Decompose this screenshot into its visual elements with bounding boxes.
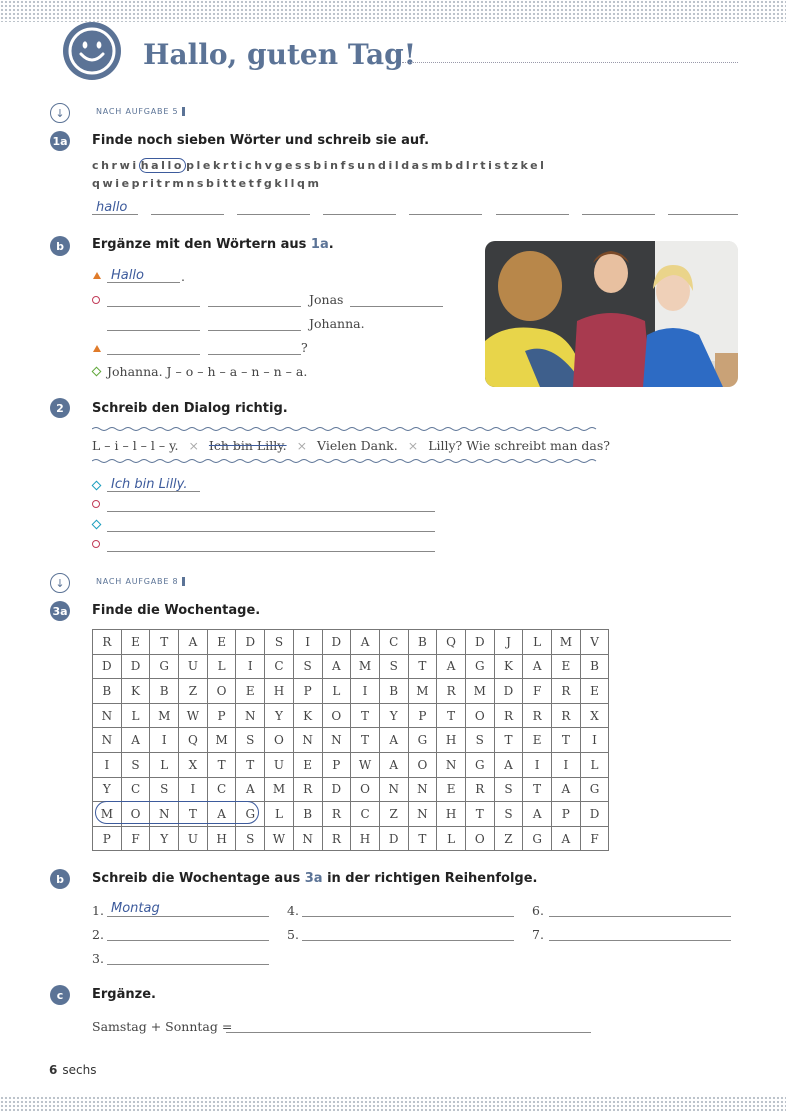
grid-cell[interactable]: I — [351, 679, 380, 704]
grid-cell[interactable]: N — [93, 728, 122, 753]
grid-cell[interactable]: I — [552, 752, 581, 777]
diamond-marker-icon — [92, 367, 102, 377]
answer-line[interactable] — [107, 551, 435, 552]
grid-cell[interactable]: N — [437, 752, 466, 777]
grid-cell[interactable]: E — [207, 630, 236, 655]
answer-line[interactable] — [107, 306, 200, 307]
grid-cell[interactable]: T — [408, 654, 437, 679]
circle-marker-icon — [92, 296, 100, 304]
grid-cell[interactable]: P — [293, 679, 322, 704]
grid-cell[interactable]: A — [437, 654, 466, 679]
grid-cell[interactable]: H — [207, 826, 236, 851]
circle-marker-icon — [92, 500, 100, 508]
answer-line[interactable] — [107, 531, 435, 532]
grid-cell[interactable]: I — [523, 752, 552, 777]
grid-cell[interactable]: T — [207, 752, 236, 777]
exercise-badge-3c: c — [50, 985, 70, 1005]
smiley-icon — [63, 22, 121, 80]
grid-cell[interactable]: A — [379, 752, 408, 777]
nach-aufgabe-label: NACH AUFGABE 8 — [96, 577, 185, 586]
page-number-word: sechs — [62, 1063, 97, 1077]
grid-cell[interactable]: K — [293, 703, 322, 728]
answer-line[interactable] — [582, 214, 655, 215]
letters-post: plekrtichvgessbinfsundildasmbdlrtistzkel — [186, 159, 547, 172]
grid-cell[interactable]: F — [523, 679, 552, 704]
instr-ref: 1a — [310, 237, 329, 252]
answer-line[interactable] — [549, 940, 731, 941]
grid-row — [93, 826, 609, 851]
grid-cell[interactable]: Z — [179, 679, 208, 704]
grid-cell[interactable]: Z — [379, 802, 408, 827]
grid-cell[interactable]: T — [437, 703, 466, 728]
grid-cell[interactable]: E — [437, 777, 466, 802]
grid-cell[interactable]: A — [207, 802, 236, 827]
spelling-line: Johanna. J – o – h – a – n – n – a. — [107, 364, 308, 379]
exercise-badge-3b: b — [50, 869, 70, 889]
answer-line[interactable] — [107, 511, 435, 512]
formula-text: Samstag + Sonntag = — [92, 1019, 233, 1034]
answer-1a-first: hallo — [96, 200, 128, 215]
grid-cell[interactable]: D — [379, 826, 408, 851]
grid-cell[interactable]: R — [322, 802, 351, 827]
grid-cell[interactable]: N — [322, 728, 351, 753]
grid-cell[interactable]: P — [322, 752, 351, 777]
answer-line[interactable] — [107, 330, 200, 331]
diamond-marker-icon — [92, 481, 102, 491]
grid-cell[interactable]: F — [121, 826, 150, 851]
grid-cell[interactable]: L — [150, 752, 179, 777]
grid-cell[interactable]: A — [322, 654, 351, 679]
circled-word-montag — [95, 801, 259, 824]
grid-cell[interactable]: A — [552, 777, 581, 802]
grid-cell[interactable]: S — [121, 752, 150, 777]
grid-cell[interactable]: E — [293, 752, 322, 777]
answer-2-first: Ich bin Lilly. — [111, 477, 188, 492]
grid-cell[interactable]: M — [265, 777, 294, 802]
grid-cell[interactable]: T — [236, 752, 265, 777]
grid-cell[interactable]: T — [351, 703, 380, 728]
grid-cell[interactable]: D — [465, 630, 494, 655]
grid-cell[interactable]: S — [494, 777, 523, 802]
separator-x-icon: × — [188, 438, 199, 453]
grid-cell[interactable]: G — [580, 777, 609, 802]
grid-cell[interactable]: R — [552, 703, 581, 728]
grid-cell[interactable]: A — [351, 630, 380, 655]
answer-line[interactable] — [208, 354, 301, 355]
diamond-marker-icon — [92, 520, 102, 530]
top-dot-band — [0, 0, 786, 22]
grid-cell[interactable]: C — [265, 654, 294, 679]
grid-cell[interactable]: N — [150, 802, 179, 827]
grid-cell[interactable]: T — [150, 630, 179, 655]
grid-cell[interactable]: A — [121, 728, 150, 753]
grid-cell[interactable]: M — [552, 630, 581, 655]
instruction-2: Schreib den Dialog richtig. — [92, 401, 288, 416]
page-number-digit: 6 — [49, 1063, 58, 1077]
letter-chain-line1 — [92, 159, 547, 172]
wavy-divider-bottom — [92, 458, 599, 464]
grid-cell[interactable]: S — [494, 802, 523, 827]
grid-cell[interactable]: E — [236, 679, 265, 704]
answer-line[interactable] — [92, 214, 138, 215]
answer-line[interactable] — [549, 916, 731, 917]
grid-cell[interactable]: S — [465, 728, 494, 753]
grid-cell[interactable]: R — [93, 630, 122, 655]
grid-cell[interactable]: T — [351, 728, 380, 753]
grid-cell[interactable]: T — [465, 802, 494, 827]
grid-cell[interactable]: X — [179, 752, 208, 777]
instruction-3a: Finde die Wochentage. — [92, 603, 261, 618]
grid-cell[interactable]: Y — [379, 703, 408, 728]
grid-cell[interactable]: D — [121, 654, 150, 679]
name-johanna: Johanna. — [309, 316, 365, 331]
grid-row — [93, 679, 609, 704]
grid-cell[interactable]: Y — [93, 777, 122, 802]
photo-three-teens — [485, 241, 738, 387]
grid-cell[interactable]: S — [379, 654, 408, 679]
answer-line[interactable] — [107, 916, 269, 917]
grid-cell[interactable]: I — [150, 728, 179, 753]
answer-3b-first: Montag — [111, 901, 160, 916]
grid-cell[interactable]: D — [494, 679, 523, 704]
grid-cell[interactable]: D — [93, 654, 122, 679]
grid-cell[interactable]: P — [408, 703, 437, 728]
grid-cell[interactable]: G — [523, 826, 552, 851]
grid-cell[interactable]: I — [93, 752, 122, 777]
grid-cell[interactable]: B — [150, 679, 179, 704]
grid-cell[interactable]: D — [580, 802, 609, 827]
grid-cell[interactable]: B — [408, 630, 437, 655]
letters-pre: chrwi — [92, 159, 139, 172]
question-mark: ? — [301, 340, 308, 355]
answer-line[interactable] — [302, 916, 514, 917]
grid-cell[interactable]: B — [93, 679, 122, 704]
grid-cell[interactable]: T — [408, 826, 437, 851]
grid-cell[interactable]: R — [437, 679, 466, 704]
name-jonas: Jonas — [309, 292, 344, 307]
answer-line[interactable] — [208, 330, 301, 331]
grid-cell[interactable]: S — [150, 777, 179, 802]
grid-row — [93, 777, 609, 802]
answer-line[interactable] — [226, 1032, 591, 1033]
grid-cell[interactable]: R — [552, 679, 581, 704]
grid-cell[interactable]: N — [408, 777, 437, 802]
instruction-1b — [92, 237, 334, 252]
triangle-marker-icon — [93, 272, 101, 279]
grid-cell[interactable]: C — [351, 802, 380, 827]
grid-cell[interactable]: I — [580, 728, 609, 753]
grid-cell[interactable]: B — [379, 679, 408, 704]
exercise-badge-1a: 1a — [50, 131, 70, 151]
grid-cell[interactable]: N — [408, 802, 437, 827]
grid-cell[interactable]: A — [179, 630, 208, 655]
grid-cell[interactable]: A — [494, 752, 523, 777]
grid-cell[interactable]: F — [580, 826, 609, 851]
grid-cell[interactable]: A — [236, 777, 265, 802]
grid-cell[interactable]: L — [523, 630, 552, 655]
grid-cell[interactable]: S — [265, 630, 294, 655]
exercise-badge-3a: 3a — [50, 601, 70, 621]
grid-cell[interactable]: L — [265, 802, 294, 827]
title-dotted-line — [402, 62, 738, 63]
answer-line[interactable] — [107, 282, 180, 283]
phrase-struck: Ich bin Lilly. — [208, 438, 287, 453]
grid-cell[interactable]: Q — [437, 630, 466, 655]
grid-cell[interactable]: E — [121, 630, 150, 655]
grid-cell[interactable]: T — [523, 777, 552, 802]
grid-cell[interactable]: P — [207, 703, 236, 728]
grid-cell[interactable]: L — [322, 679, 351, 704]
grid-cell[interactable]: O — [322, 703, 351, 728]
grid-cell[interactable]: M — [150, 703, 179, 728]
grid-cell[interactable]: L — [580, 752, 609, 777]
arrow-down-icon: ↓ — [50, 573, 70, 593]
grid-cell[interactable]: L — [207, 654, 236, 679]
grid-cell[interactable]: W — [179, 703, 208, 728]
answer-1b-first: Hallo — [111, 268, 144, 283]
grid-row — [93, 703, 609, 728]
grid-cell[interactable]: E — [523, 728, 552, 753]
grid-cell[interactable]: U — [179, 826, 208, 851]
list-number: 3. — [92, 951, 104, 966]
instr-text: . — [328, 237, 334, 252]
nach-aufgabe-label: NACH AUFGABE 5 — [96, 107, 185, 116]
grid-row — [93, 654, 609, 679]
grid-cell[interactable]: M — [351, 654, 380, 679]
instr-ref: 3a — [304, 871, 323, 886]
answer-line[interactable] — [350, 306, 443, 307]
grid-cell[interactable]: X — [580, 703, 609, 728]
grid-cell[interactable]: R — [322, 826, 351, 851]
grid-cell[interactable]: E — [552, 654, 581, 679]
grid-cell[interactable]: C — [121, 777, 150, 802]
answer-line[interactable] — [496, 214, 569, 215]
grid-cell[interactable]: B — [580, 654, 609, 679]
page-title: Hallo, guten Tag! — [143, 38, 416, 71]
grid-cell[interactable]: V — [580, 630, 609, 655]
answer-line[interactable] — [107, 940, 269, 941]
instruction-3b — [92, 871, 538, 886]
grid-cell[interactable]: U — [265, 752, 294, 777]
grid-cell[interactable]: A — [523, 802, 552, 827]
grid-cell[interactable]: O — [408, 752, 437, 777]
grid-cell[interactable]: M — [207, 728, 236, 753]
exercise-badge-1b: b — [50, 236, 70, 256]
grid-cell[interactable]: Y — [265, 703, 294, 728]
instr-text: Ergänze mit den Wörtern aus — [92, 237, 311, 252]
grid-cell[interactable]: N — [379, 777, 408, 802]
answer-line[interactable] — [208, 306, 301, 307]
phrase: Vielen Dank. — [317, 438, 398, 453]
separator-x-icon: × — [296, 438, 308, 453]
grid-cell[interactable]: K — [494, 654, 523, 679]
grid-row — [93, 752, 609, 777]
grid-cell[interactable]: E — [580, 679, 609, 704]
grid-cell[interactable]: H — [351, 826, 380, 851]
grid-cell[interactable]: L — [121, 703, 150, 728]
grid-cell[interactable]: R — [494, 703, 523, 728]
grid-cell[interactable]: Y — [150, 826, 179, 851]
grid-cell[interactable]: O — [265, 728, 294, 753]
grid-cell[interactable]: D — [322, 777, 351, 802]
grid-cell[interactable]: O — [121, 802, 150, 827]
grid-cell[interactable]: S — [236, 826, 265, 851]
grid-cell[interactable]: M — [408, 679, 437, 704]
grid-cell[interactable]: N — [293, 728, 322, 753]
circled-word: hallo — [140, 159, 185, 172]
grid-cell[interactable]: A — [379, 728, 408, 753]
list-number: 6. — [532, 903, 544, 918]
grid-cell[interactable]: O — [465, 826, 494, 851]
arrow-down-icon: ↓ — [50, 103, 70, 123]
grid-cell[interactable]: H — [437, 802, 466, 827]
grid-cell[interactable]: H — [265, 679, 294, 704]
grid-cell[interactable]: G — [465, 752, 494, 777]
grid-cell[interactable]: T — [552, 728, 581, 753]
grid-cell[interactable]: Q — [179, 728, 208, 753]
letter-chain-line2: qwiepritrmnsbittetfgkllqm — [92, 177, 322, 190]
grid-row — [93, 728, 609, 753]
exercise-badge-2: 2 — [50, 398, 70, 418]
grid-cell[interactable]: A — [552, 826, 581, 851]
grid-cell[interactable]: R — [465, 777, 494, 802]
grid-cell[interactable]: L — [437, 826, 466, 851]
instruction-3c: Ergänze. — [92, 987, 156, 1002]
grid-cell[interactable]: R — [523, 703, 552, 728]
grid-cell[interactable]: J — [494, 630, 523, 655]
grid-cell[interactable]: N — [93, 703, 122, 728]
grid-cell[interactable]: H — [437, 728, 466, 753]
grid-cell[interactable]: O — [465, 703, 494, 728]
grid-cell[interactable]: N — [293, 826, 322, 851]
period: . — [181, 269, 185, 284]
bottom-dot-band — [0, 1096, 786, 1112]
answer-line[interactable] — [668, 214, 738, 215]
answer-line[interactable] — [107, 354, 200, 355]
answer-line[interactable] — [107, 964, 269, 965]
grid-cell[interactable]: O — [351, 777, 380, 802]
grid-cell[interactable]: C — [207, 777, 236, 802]
grid-cell[interactable]: W — [265, 826, 294, 851]
grid-cell[interactable]: I — [179, 777, 208, 802]
grid-cell[interactable]: I — [293, 630, 322, 655]
grid-cell[interactable]: M — [465, 679, 494, 704]
grid-cell[interactable]: R — [293, 777, 322, 802]
grid-cell[interactable]: M — [93, 802, 122, 827]
separator-x-icon: × — [407, 438, 419, 453]
list-number: 5. — [287, 927, 299, 942]
grid-cell[interactable]: K — [121, 679, 150, 704]
grid-cell[interactable]: D — [322, 630, 351, 655]
grid-cell[interactable]: I — [236, 654, 265, 679]
grid-cell[interactable]: Z — [494, 826, 523, 851]
grid-cell[interactable]: P — [93, 826, 122, 851]
grid-cell[interactable]: T — [494, 728, 523, 753]
list-number: 1. — [92, 903, 104, 918]
grid-cell[interactable]: G — [236, 802, 265, 827]
grid-cell[interactable]: O — [207, 679, 236, 704]
grid-cell[interactable]: W — [351, 752, 380, 777]
grid-cell[interactable]: A — [523, 654, 552, 679]
answer-line[interactable] — [409, 214, 482, 215]
list-number: 2. — [92, 927, 104, 942]
answer-line[interactable] — [107, 491, 200, 492]
grid-cell[interactable]: P — [552, 802, 581, 827]
answer-line[interactable] — [323, 214, 396, 215]
grid-cell[interactable]: S — [236, 728, 265, 753]
grid-cell[interactable]: U — [179, 654, 208, 679]
grid-cell[interactable]: B — [293, 802, 322, 827]
list-number: 4. — [287, 903, 299, 918]
grid-cell[interactable]: G — [408, 728, 437, 753]
instr-text: Schreib die Wochentage aus — [92, 871, 305, 886]
answer-line[interactable] — [151, 214, 224, 215]
grid-cell[interactable]: S — [293, 654, 322, 679]
grid-cell[interactable]: N — [236, 703, 265, 728]
grid-cell[interactable]: G — [150, 654, 179, 679]
grid-row — [93, 630, 609, 655]
page-number — [49, 1063, 96, 1077]
instr-text: in der richtigen Reihenfolge. — [322, 871, 538, 886]
answer-line[interactable] — [237, 214, 310, 215]
wavy-divider-top — [92, 426, 599, 432]
list-number: 7. — [532, 927, 544, 942]
answer-line[interactable] — [302, 940, 514, 941]
phrase: Lilly? Wie schreibt man das? — [428, 438, 610, 453]
triangle-marker-icon — [93, 345, 101, 352]
grid-cell[interactable]: T — [179, 802, 208, 827]
grid-cell[interactable]: G — [465, 654, 494, 679]
phrase: L – i – l – l – y. — [92, 438, 179, 453]
grid-cell[interactable]: C — [379, 630, 408, 655]
circle-marker-icon — [92, 540, 100, 548]
dialog-phrase-box — [92, 438, 610, 453]
instruction-1a: Finde noch sieben Wörter und schreib sie auf. — [92, 133, 430, 148]
grid-cell[interactable]: D — [236, 630, 265, 655]
